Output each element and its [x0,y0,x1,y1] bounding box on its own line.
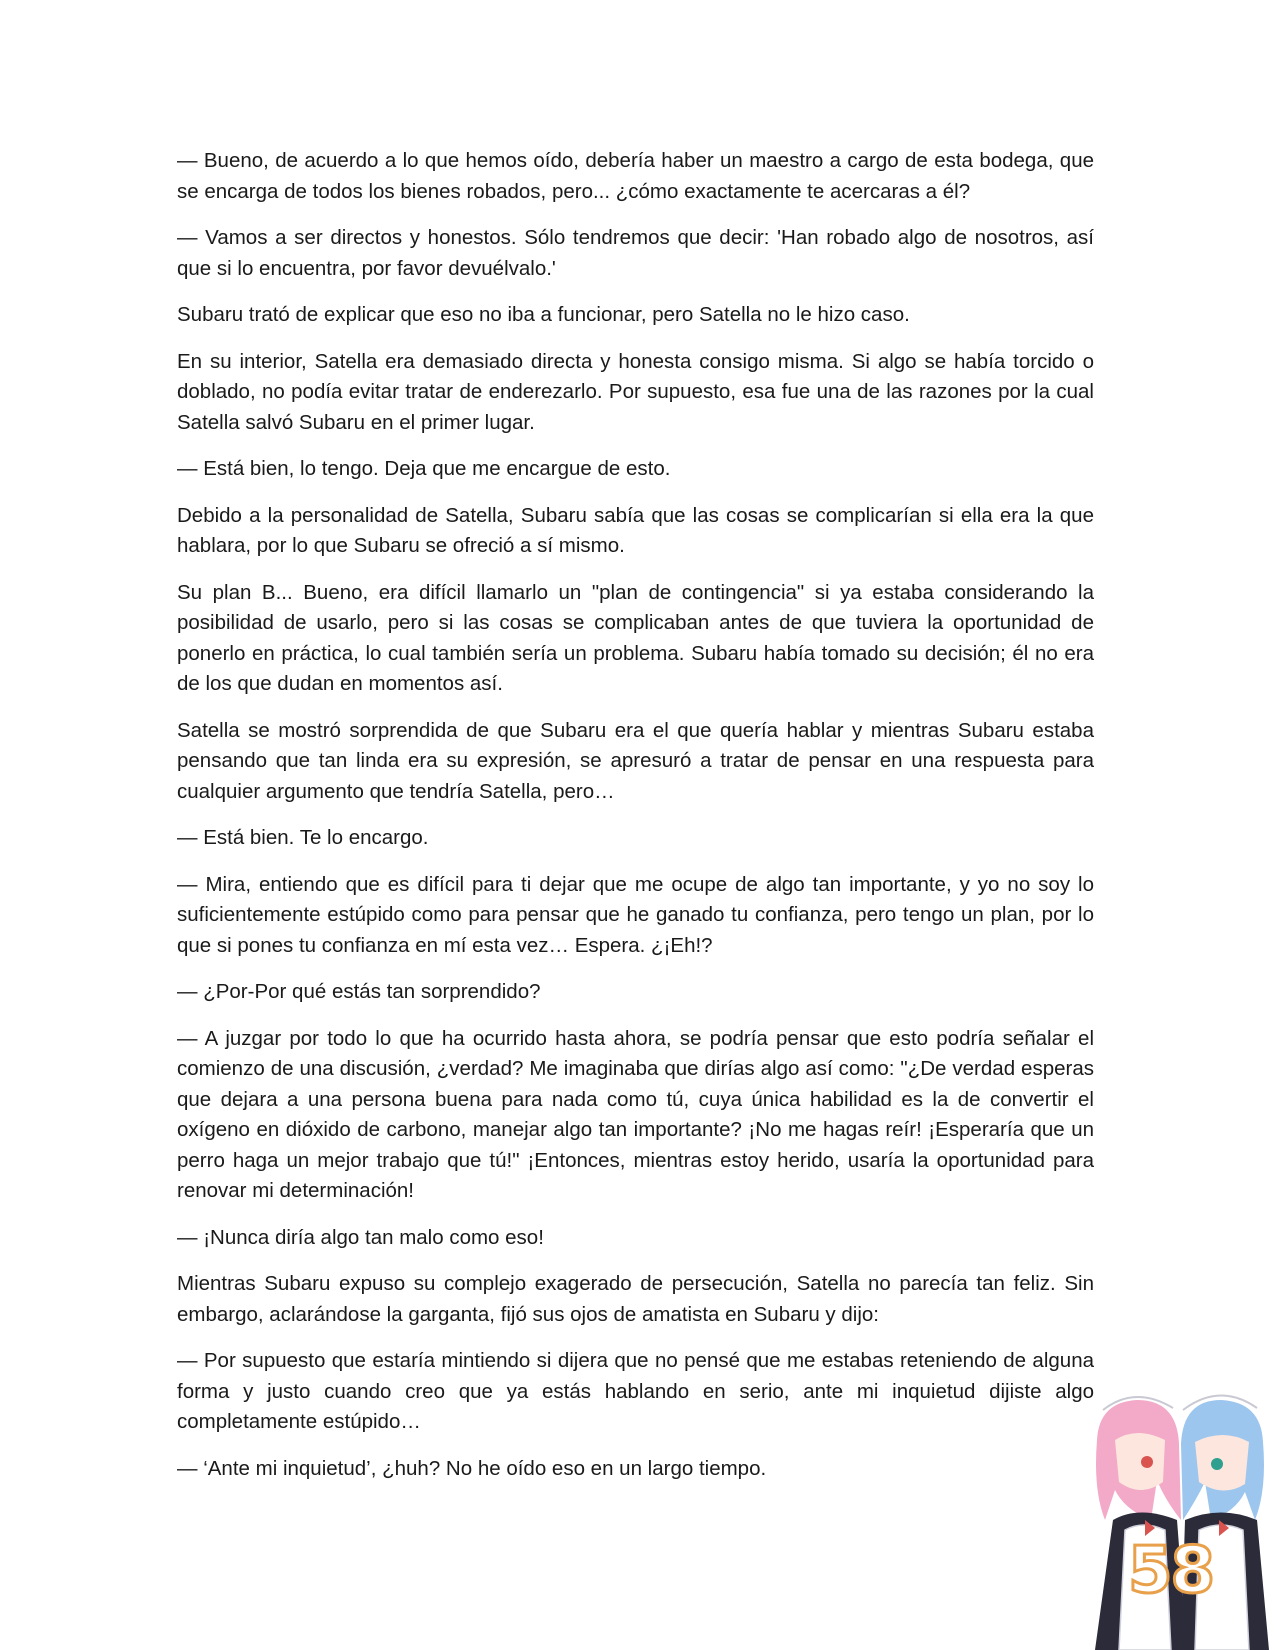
corner-illustration [1085,1370,1275,1650]
body-text [177,146,1094,1500]
page-number: 58 [1127,1534,1213,1608]
paragraph: — Está bien. Te lo encargo. [177,826,429,849]
paragraph: — Está bien, lo tengo. Deja que me encargue de esto. [177,457,671,480]
paragraph: — Bueno, de acuerdo a lo que hemos oído, debería haber un maestro a cargo de esta bodega, que se encarga de todos los bienes robados, pero... ¿cómo exactamente te acercaras a él? [177,149,1094,203]
paragraph: Su plan B... Bueno, era difícil llamarlo un "plan de contingencia" si ya estaba considerando la posibilidad de usarlo, pero si las cosas se complicaban antes de que tuviera la oportunidad de ponerlo en práctica, lo cual también sería un problema. Subaru había tomado su decisión; él no era de los que dudan en momentos así. [177,580,1094,695]
paragraph: — ¡Nunca diría algo tan malo como eso! [177,1225,544,1249]
paragraph: — Por supuesto que estaría mintiendo si dijera que no pensé que me estabas reteniendo de alguna forma y justo cuando creo que ya estás hablando en serio, ante mi inquietud dijiste algo completamente estúpido… [177,1349,1094,1433]
paragraph: — ¿Por-Por qué estás tan sorprendido? [177,980,541,1003]
paragraph: Mientras Subaru expuso su complejo exagerado de persecución, Satella no parecía tan feliz. Sin embargo, aclarándose la garganta, fijó sus ojos de amatista en Subaru y dijo: [177,1272,1094,1326]
paragraph: Subaru trató de explicar que eso no iba a funcionar, pero Satella no le hizo caso. [177,303,910,326]
paragraph: — A juzgar por todo lo que ha ocurrido hasta ahora, se podría pensar que esto podría señalar el comienzo de una discusión, ¿verdad? Me imaginaba que dirías algo así como: "¿De verdad esperas que dejara a una persona buena para nada como tú, cuya única habilidad es la de convertir el oxígeno en dióxido de carbono, manejar algo tan importante? ¡No me hagas reír! ¡Esperaría que un perro haga un mejor trabajo que tú!" ¡Entonces, mientras estoy herido, usaría la oportunidad para renovar mi determinación! [177,1026,1094,1202]
paragraph: — Vamos a ser directos y honestos. Sólo tendremos que decir: 'Han robado algo de nosotros, así que si lo encuentra, por favor devuélvalo.' [177,226,1094,280]
paragraph: Debido a la personalidad de Satella, Subaru sabía que las cosas se complicarían si ella era la que hablara, por lo que Subaru se ofreció a sí mismo. [177,503,1094,557]
right-eye [1211,1458,1223,1470]
left-face [1115,1433,1165,1490]
paragraph: — ‘Ante mi inquietud’, ¿huh? No he oído eso en un largo tiempo. [177,1456,767,1480]
paragraph: En su interior, Satella era demasiado directa y honesta consigo misma. Si algo se había torcido o doblado, no podía evitar tratar de enderezarlo. Por supuesto, esa fue una de las razones por la cual Satella salvó Subaru en el primer lugar. [177,349,1094,434]
paragraph: — Mira, entiendo que es difícil para ti dejar que me ocupe de algo tan importante, y yo no soy lo suficientemente estúpido como para pensar que he ganado tu confianza, pero tengo un plan, por lo que si pones tu confianza en mí esta vez… Espera. ¿¡Eh!? [177,872,1094,957]
paragraph: Satella se mostró sorprendida de que Subaru era el que quería hablar y mientras Subaru estaba pensando que tan linda era su expresión, se apresuró a tratar de pensar en una respuesta para cualquier argumento que tendría Satella, pero… [177,718,1094,803]
left-eye [1141,1456,1153,1468]
